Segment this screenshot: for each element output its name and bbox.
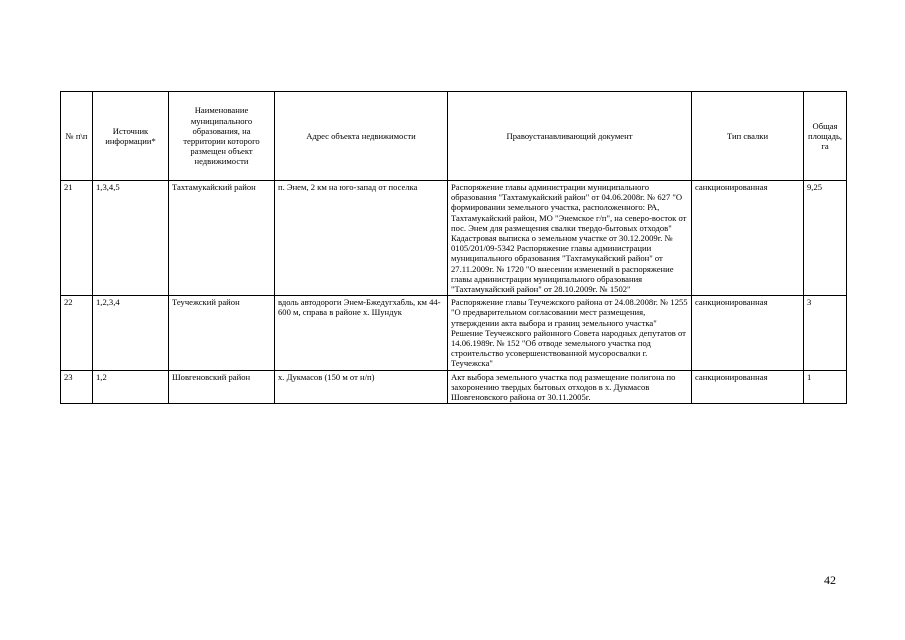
cell-area: 9,25	[804, 181, 847, 296]
table-row	[61, 181, 847, 296]
cell-number: 23	[61, 370, 93, 404]
cell-address: вдоль автодороги Энем-Бжедугхабль, км 44-600 м, справа в районе х. Шундук	[275, 296, 448, 370]
table-header-row	[61, 92, 847, 181]
cell-document: Распоряжение главы администрации муниципального образования "Тахтамукайский район" от 04.06.2008г. № 627 "О формировании земельного участка, расположенного: РА, Тахтамукайский район, МО "Энемское г/п", на северо-восток от пос. Энем для размещения свалки твердо-бытовых отходов" Кадастровая выписка о земельном участке от 30.12.2009г. № 0105/201/09-5342 Распоряжение главы администрации муниципального образования "Тахтамукайский район" от 27.11.2009г. № 1720 "О внесении изменений в распоряжение главы администрации муниципального образования "Тахтамукайский район" от 28.10.2009г. № 1502"	[448, 181, 692, 296]
cell-source: 1,3,4,5	[93, 181, 169, 296]
cell-area: 1	[804, 370, 847, 404]
cell-document: Акт выбора земельного участка под размещение полигона по захоронению твердых бытовых отходов в х. Дукмасов Шовгеновского района от 30.11.2005г.	[448, 370, 692, 404]
cell-number: 21	[61, 181, 93, 296]
cell-area: 3	[804, 296, 847, 370]
cell-source: 1,2,3,4	[93, 296, 169, 370]
cell-municipality: Тахтамукайский район	[169, 181, 275, 296]
cell-document: Распоряжение главы Теучежского района от 24.08.2008г. № 1255 "О предварительном согласовании мест размещения, утверждении акта выбора и границ земельного участка" Решение Теучежского районного Совета народных депутатов от 14.06.1989г. № 152 "Об отводе земельного участка под строительство усовершенствованной мусоросвалки г. Теучежска"	[448, 296, 692, 370]
cell-dump-type: санкционированная	[692, 370, 804, 404]
cell-municipality: Теучежский район	[169, 296, 275, 370]
cell-number: 22	[61, 296, 93, 370]
header-area: Общая площадь, га	[804, 92, 847, 181]
page-number: 42	[824, 573, 836, 587]
header-source: Источник информации*	[93, 92, 169, 181]
header-dump-type: Тип свалки	[692, 92, 804, 181]
header-document: Правоустанавливающий документ	[448, 92, 692, 181]
cell-dump-type: санкционированная	[692, 181, 804, 296]
header-address: Адрес объекта недвижимости	[275, 92, 448, 181]
cell-address: х. Дукмасов (150 м от н/п)	[275, 370, 448, 404]
header-number: № п\п	[61, 92, 93, 181]
registry-table	[60, 91, 847, 404]
cell-municipality: Шовгеновский район	[169, 370, 275, 404]
table-row	[61, 370, 847, 404]
header-municipality: Наименование муниципального образования, на территории которого размещен объект недвижимости	[169, 92, 275, 181]
cell-address: п. Энем, 2 км на юго-запад от поселка	[275, 181, 448, 296]
cell-source: 1,2	[93, 370, 169, 404]
cell-dump-type: санкционированная	[692, 296, 804, 370]
table-row	[61, 296, 847, 370]
